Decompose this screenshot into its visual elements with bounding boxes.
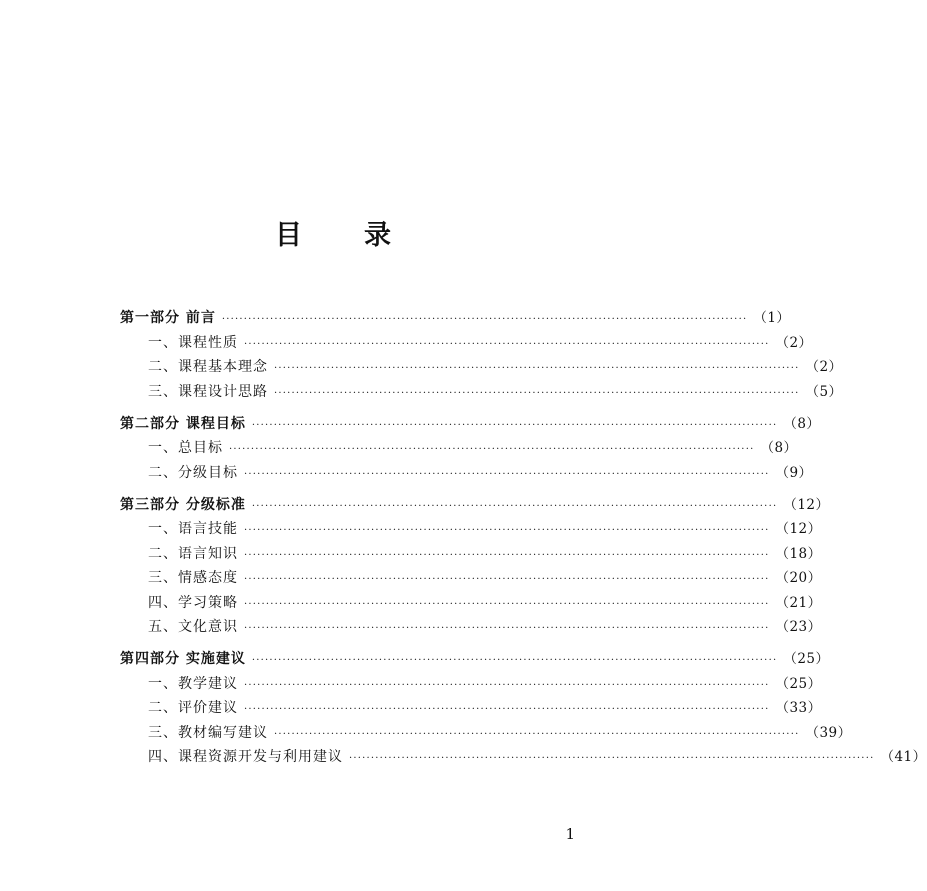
toc-entry-label: 四、学习策略 (148, 594, 238, 611)
toc-part-entry[interactable] (120, 306, 791, 331)
toc-entry-page: （9） (775, 464, 813, 481)
toc-entry[interactable] (120, 745, 927, 770)
toc-entry-page: （20） (775, 570, 822, 586)
toc-entry-label: 二、分级目标 (148, 464, 238, 481)
toc-entry[interactable] (120, 436, 798, 461)
dot-leader: ························································································································ (244, 623, 770, 634)
toc-entry[interactable] (120, 591, 822, 616)
toc-part-entry[interactable] (120, 412, 821, 437)
dot-leader: ························································································································ (274, 363, 800, 374)
toc-entry[interactable] (120, 672, 822, 697)
toc-entry-page: （23） (775, 619, 822, 635)
dot-leader: ························································································································ (244, 574, 770, 585)
toc-entry-label: 三、教材编写建议 (148, 724, 268, 741)
toc-entry-page: （39） (805, 724, 852, 741)
section-spacer (120, 640, 536, 648)
dot-leader: ························································································································ (244, 704, 770, 715)
toc-entry-page: （18） (775, 545, 822, 562)
toc-entry-label: 二、评价建议 (148, 700, 238, 716)
dot-leader: ························································································································ (244, 525, 770, 536)
toc-entry-label: 第二部分 课程目标 (120, 415, 246, 432)
toc-entry-label: 五、文化意识 (148, 619, 238, 635)
toc-entry[interactable] (120, 615, 822, 640)
title-char-2: 录 (364, 220, 393, 251)
toc-entry[interactable] (120, 331, 813, 356)
dot-leader: ························································································································ (244, 549, 770, 561)
dot-leader: ························································································································ (349, 753, 875, 764)
dot-leader: ························································································································ (251, 500, 778, 512)
toc-entry-label: 一、教学建议 (148, 675, 238, 692)
dot-leader: ························································································································ (274, 728, 800, 740)
toc-entry-page: （12） (783, 496, 830, 513)
toc-entry-page: （2） (805, 359, 843, 375)
toc-entry-page: （21） (775, 594, 822, 611)
toc-entry[interactable] (120, 355, 843, 380)
dot-leader: ························································································································ (244, 338, 770, 350)
toc-entry[interactable] (120, 721, 852, 746)
dot-leader: ························································································································ (244, 468, 770, 480)
toc-entry-label: 二、语言知识 (148, 545, 238, 562)
title-char-1: 目 (275, 220, 304, 251)
toc-entry-page: （25） (783, 651, 830, 667)
toc-entry-page: （8） (760, 440, 798, 456)
toc-entry[interactable] (120, 461, 813, 486)
toc-entry[interactable] (120, 696, 822, 721)
toc-entry-label: 第一部分 前言 (120, 310, 216, 326)
toc-entry-page: （33） (775, 700, 822, 716)
section-spacer (120, 485, 536, 493)
toc-entry[interactable] (120, 380, 843, 405)
toc-entry-label: 一、总目标 (148, 440, 223, 456)
toc-entry-page: （2） (775, 334, 813, 351)
toc-entry-label: 三、情感态度 (148, 570, 238, 586)
toc-entry-page: （12） (775, 521, 822, 537)
page-number: 1 (565, 825, 575, 843)
toc-entry-label: 一、语言技能 (148, 521, 238, 537)
section-spacer (120, 404, 536, 412)
dot-leader: ························································································································ (229, 444, 755, 455)
toc-entry[interactable] (120, 566, 822, 591)
dot-leader: ························································································································ (244, 679, 770, 691)
toc-entry-label: 第四部分 实施建议 (120, 651, 246, 667)
toc-entry-page: （8） (783, 415, 821, 432)
dot-leader: ························································································································ (251, 655, 778, 666)
toc-entry[interactable] (120, 517, 822, 542)
toc-entry-page: （1） (753, 310, 791, 326)
toc-entry-label: 一、课程性质 (148, 334, 238, 351)
table-of-contents (120, 306, 927, 770)
toc-entry-page: （5） (805, 383, 843, 400)
toc-part-entry[interactable] (120, 647, 830, 672)
dot-leader: ························································································································ (274, 387, 800, 399)
toc-part-entry[interactable] (120, 493, 830, 518)
toc-entry-label: 三、课程设计思路 (148, 383, 268, 400)
toc-entry[interactable] (120, 542, 822, 567)
toc-entry-label: 第三部分 分级标准 (120, 496, 246, 513)
page-title (0, 213, 668, 252)
toc-entry-label: 二、课程基本理念 (148, 359, 268, 375)
toc-entry-label: 四、课程资源开发与利用建议 (148, 749, 343, 765)
toc-entry-page: （25） (775, 675, 822, 692)
dot-leader: ························································································································ (251, 419, 778, 431)
dot-leader: ························································································································ (244, 598, 770, 610)
toc-entry-page: （41） (880, 749, 927, 765)
dot-leader: ························································································································ (221, 314, 748, 325)
